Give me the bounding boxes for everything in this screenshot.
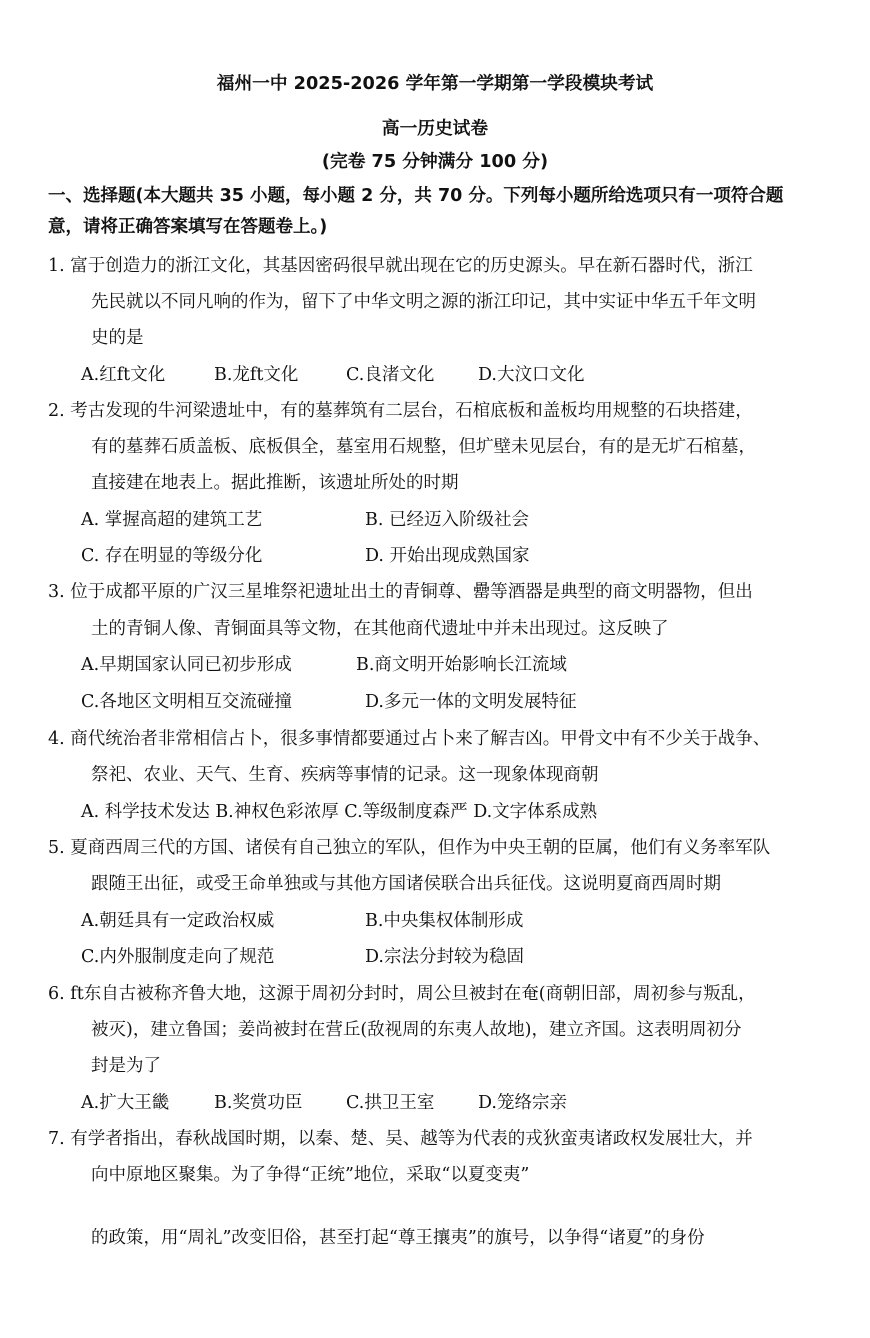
question-text: 向中原地区聚集。为了争得“正统”地位，采取“以夏变夷” <box>91 1165 530 1185</box>
question-text: 2. 考古发现的牛河梁遗址中，有的墓葬筑有二层台，石棺底板和盖板均用规整的石块搭建， <box>48 401 753 421</box>
option-b[interactable]: B.中央集权体制形成 <box>365 911 524 931</box>
option-b[interactable]: B. 已经迈入阶级社会 <box>365 510 529 530</box>
section-heading-line-2: 意，请将正确答案填写在答题卷上。) <box>48 217 328 237</box>
question-text: 7. 有学者指出，春秋战国时期，以秦、楚、吴、越等为代表的戎狄蛮夷诸政权发展壮大，并 <box>48 1129 753 1149</box>
option-a[interactable]: A.朝廷具有一定政治权威 <box>81 911 275 931</box>
option-c[interactable]: C.良渚文化 <box>346 365 435 385</box>
option-d[interactable]: D.大汶口文化 <box>478 365 585 385</box>
question-text: 直接建在地表上。据此推断，该遗址所处的时期 <box>91 473 459 493</box>
exam-subject: 高一历史试卷 <box>381 119 489 139</box>
question-text: 4. 商代统治者非常相信占卜，很多事情都要通过占卜来了解吉凶。甲骨文中有不少关于战争、 <box>48 729 771 749</box>
option-d[interactable]: D. 开始出现成熟国家 <box>365 546 530 566</box>
question-text: 有的墓葬石质盖板、底板俱全，墓室用石规整，但圹壁未见层台，有的是无圹石棺墓， <box>91 437 756 457</box>
option-b[interactable]: B.奖赏功臣 <box>214 1093 303 1113</box>
option-a[interactable]: A.红ft文化 <box>81 365 166 385</box>
option-d[interactable]: D.宗法分封较为稳固 <box>365 947 524 967</box>
option-a[interactable]: A.扩大王畿 <box>81 1093 170 1113</box>
exam-title: 福州一中 2025-2026 学年第一学期第一学段模块考试 <box>216 74 654 94</box>
section-heading-line-1: 一、选择题(本大题共 35 小题，每小题 2 分，共 70 分。下列每小题所给选项只有一项符合题 <box>48 186 784 206</box>
question-text: 跟随王出征，或受王命单独或与其他方国诸侯联合出兵征伐。这说明夏商西周时期 <box>91 874 721 894</box>
exam-info: (完卷 75 分钟满分 100 分) <box>321 152 549 172</box>
question-text: 史的是 <box>91 328 144 348</box>
option-c[interactable]: C.拱卫王室 <box>346 1093 435 1113</box>
question-text: 5. 夏商西周三代的方国、诸侯有自己独立的军队，但作为中央王朝的臣属，他们有义务率军队 <box>48 838 771 858</box>
question-text: 1. 富于创造力的浙江文化，其基因密码很早就出现在它的历史源头。早在新石器时代，浙江 <box>48 256 753 276</box>
option-c[interactable]: C.各地区文明相互交流碰撞 <box>81 692 292 712</box>
option-b[interactable]: B.龙ft文化 <box>214 365 299 385</box>
question-text: 先民就以不同凡响的作为，留下了中华文明之源的浙江印记，其中实证中华五千年文明 <box>91 292 756 312</box>
question-text: 6. ft东自古被称齐鲁大地，这源于周初分封时，周公旦被封在奄(商朝旧部，周初参与叛乱， <box>48 984 756 1004</box>
options-line[interactable]: A. 科学技术发达 B.神权色彩浓厚 C.等级制度森严 D.文字体系成熟 <box>81 802 598 822</box>
question-text: 封是为了 <box>91 1056 161 1076</box>
question-text: 的政策，用“周礼”改变旧俗，甚至打起“尊王攘夷”的旗号，以争得“诸夏”的身份 <box>91 1228 705 1248</box>
question-text: 土的青铜人像、青铜面具等文物，在其他商代遗址中并未出现过。这反映了 <box>91 619 669 639</box>
option-b[interactable]: B.商文明开始影响长江流域 <box>356 655 567 675</box>
option-d[interactable]: D.多元一体的文明发展特征 <box>365 692 577 712</box>
question-text: 被灭)，建立鲁国；姜尚被封在营丘(敌视周的东夷人故地)，建立齐国。这表明周初分 <box>91 1020 742 1040</box>
question-text: 祭祀、农业、天气、生育、疾病等事情的记录。这一现象体现商朝 <box>91 765 599 785</box>
question-text: 3. 位于成都平原的广汉三星堆祭祀遗址出土的青铜尊、罍等酒器是典型的商文明器物，但出 <box>48 582 753 602</box>
option-a[interactable]: A. 掌握高超的建筑工艺 <box>81 510 263 530</box>
option-c[interactable]: C. 存在明显的等级分化 <box>81 546 263 566</box>
option-c[interactable]: C.内外服制度走向了规范 <box>81 947 275 967</box>
option-a[interactable]: A.早期国家认同已初步形成 <box>81 655 292 675</box>
option-d[interactable]: D.笼络宗亲 <box>478 1093 567 1113</box>
